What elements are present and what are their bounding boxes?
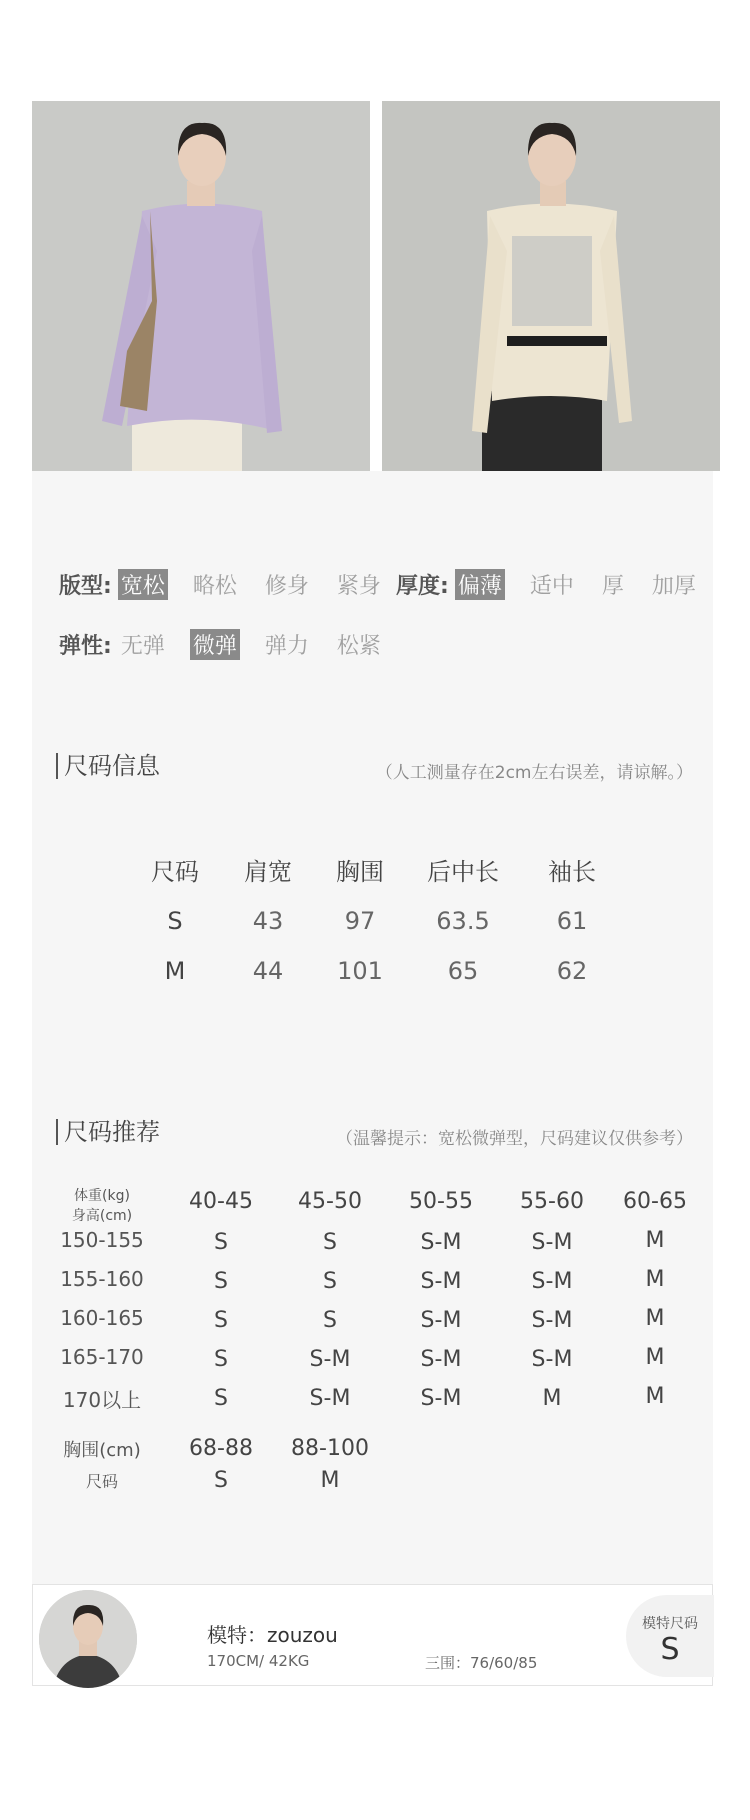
elasticity-option-slight: 微弹 (190, 629, 240, 660)
size-cell: 44 (252, 957, 284, 985)
rec-size-cell: M (645, 1267, 665, 1292)
size-cell: S (167, 907, 183, 935)
corner-height-label: 身高(cm) (71, 1208, 133, 1224)
rec-size-cell: S-M (309, 1386, 351, 1411)
rec-size-cell: M (645, 1345, 665, 1370)
weight-col-header: 50-55 (409, 1189, 473, 1214)
fit-option-loose: 宽松 (118, 569, 168, 600)
rec-size-cell: M (645, 1306, 665, 1331)
rec-size-cell: S (323, 1308, 337, 1333)
model-info-bar (32, 1584, 713, 1686)
height-row-label: 165-170 (60, 1345, 144, 1369)
size-rec-title: 尺码推荐 (56, 1119, 160, 1145)
bust-range-cell: 88-100 (291, 1436, 369, 1461)
rec-size-cell: S-M (420, 1308, 462, 1333)
size-header-shoulder: 肩宽 (244, 858, 292, 886)
rec-size-cell: M (645, 1228, 665, 1253)
elasticity-label: 弹性: (59, 634, 112, 659)
corner-weight-label: 体重(kg) (74, 1188, 130, 1204)
size-cell: 97 (344, 907, 376, 935)
weight-col-header: 55-60 (520, 1189, 584, 1214)
elasticity-option-elastic: 松紧 (336, 634, 381, 659)
rec-size-cell: S (214, 1347, 228, 1372)
model-photo-cream (382, 101, 720, 471)
rec-size-cell: S (214, 1269, 228, 1294)
bust-size-cell: S (214, 1468, 228, 1493)
size-header-size: 尺码 (151, 858, 199, 886)
weight-col-header: 40-45 (189, 1189, 253, 1214)
size-cell: M (164, 957, 186, 985)
height-row-label: 160-165 (60, 1306, 144, 1330)
size-header-bust: 胸围 (336, 858, 384, 886)
thickness-option-thick: 厚 (601, 574, 624, 599)
thickness-label: 厚度: (396, 574, 449, 599)
elasticity-attribute (59, 629, 406, 660)
weight-col-header: 60-65 (623, 1189, 687, 1214)
elasticity-option-none: 无弹 (120, 634, 165, 659)
size-cell: 101 (337, 957, 383, 985)
size-cell: 63.5 (436, 907, 490, 935)
height-row-label: 170以上 (62, 1388, 142, 1412)
thickness-option-medium: 适中 (529, 574, 574, 599)
thickness-option-thin: 偏薄 (455, 569, 505, 600)
size-cell: 65 (447, 957, 479, 985)
model-photo-purple (32, 101, 370, 471)
fit-label: 版型: (59, 574, 112, 599)
model-size-value: S (660, 1632, 680, 1667)
size-cell: 61 (556, 907, 588, 935)
weight-col-header: 45-50 (298, 1189, 362, 1214)
model-measurements: 三围：76/60/85 (425, 1654, 538, 1672)
size-rec-note: （温馨提示：宽松微弹型，尺码建议仅供参考） (336, 1129, 693, 1149)
height-row-label: 155-160 (60, 1267, 144, 1291)
rec-size-cell: M (542, 1386, 562, 1411)
model-size-label: 模特尺码 (642, 1616, 698, 1632)
rec-size-cell: S (214, 1386, 228, 1411)
fit-option-relaxed: 略松 (192, 574, 237, 599)
size-header-sleeve: 袖长 (548, 858, 596, 886)
bust-range-cell: 68-88 (189, 1436, 253, 1461)
height-row-label: 150-155 (60, 1228, 144, 1252)
model-size-badge (626, 1595, 714, 1677)
bust-size-row-label: 尺码 (85, 1472, 118, 1491)
rec-size-cell: S-M (309, 1347, 351, 1372)
rec-size-cell: S (323, 1269, 337, 1294)
fit-option-tight: 紧身 (336, 574, 381, 599)
rec-size-cell: S-M (420, 1269, 462, 1294)
rec-size-cell: S-M (420, 1386, 462, 1411)
rec-size-cell: S (214, 1230, 228, 1255)
rec-size-cell: M (645, 1384, 665, 1409)
rec-size-cell: S-M (420, 1347, 462, 1372)
bust-size-cell: M (320, 1468, 340, 1493)
size-info-note: （人工测量存在2cm左右误差，请谅解。） (375, 763, 693, 783)
rec-size-cell: S-M (531, 1269, 573, 1294)
thickness-option-extra-thick: 加厚 (651, 574, 696, 599)
rec-size-cell: S-M (531, 1347, 573, 1372)
product-detail-panel (32, 471, 713, 1584)
size-info-title: 尺码信息 (56, 753, 160, 779)
rec-size-cell: S-M (420, 1230, 462, 1255)
model-height-weight: 170CM/ 42KG (207, 1652, 310, 1670)
fit-option-slim: 修身 (264, 574, 309, 599)
bust-row-label: 胸围(cm) (63, 1440, 141, 1461)
size-cell: 43 (252, 907, 284, 935)
rec-size-cell: S (323, 1230, 337, 1255)
size-header-length: 后中长 (427, 858, 499, 886)
product-photos (32, 101, 713, 471)
model-avatar (39, 1590, 137, 1688)
thickness-attribute (396, 569, 699, 600)
elasticity-option-stretch: 弹力 (264, 634, 309, 659)
size-cell: 62 (556, 957, 588, 985)
rec-size-cell: S-M (531, 1230, 573, 1255)
rec-size-cell: S-M (531, 1308, 573, 1333)
model-name: 模特：zouzou (207, 1623, 338, 1647)
fit-attribute (59, 569, 406, 600)
rec-size-cell: S (214, 1308, 228, 1333)
